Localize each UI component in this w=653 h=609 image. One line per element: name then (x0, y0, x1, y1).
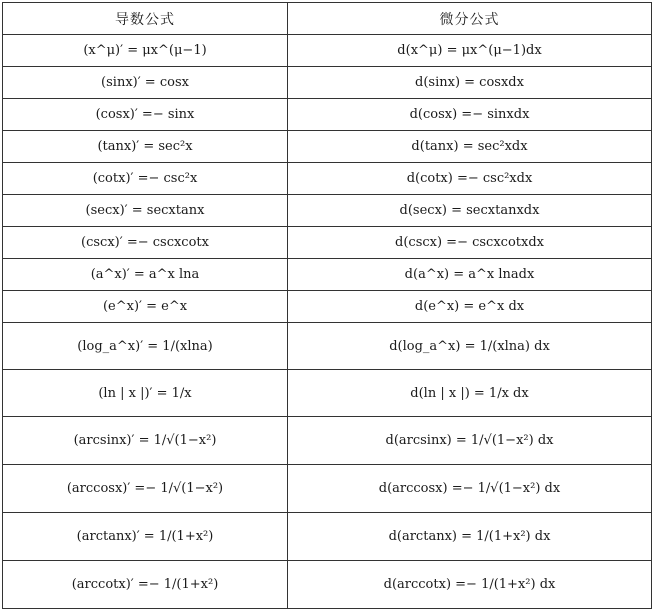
derivative-cell: (secx)′ = secxtanx (3, 195, 288, 227)
table-row (3, 513, 652, 561)
derivative-cell: (a^x)′ = a^x lna (3, 259, 288, 291)
table-row (3, 259, 652, 291)
differential-cell: d(arccotx) =− 1/(1+x²) dx (288, 561, 652, 609)
differential-cell: d(log_a^x) = 1/(xlna) dx (288, 323, 652, 370)
table-row (3, 323, 652, 370)
differential-cell: d(e^x) = e^x dx (288, 291, 652, 323)
header-row (3, 3, 652, 35)
differential-cell: d(cotx) =− csc²xdx (288, 163, 652, 195)
differential-cell: d(secx) = secxtanxdx (288, 195, 652, 227)
table-row (3, 227, 652, 259)
differential-cell: d(cosx) =− sinxdx (288, 99, 652, 131)
header-derivative: 导数公式 (3, 3, 288, 35)
derivative-cell: (arccosx)′ =− 1/√(1−x²) (3, 465, 288, 513)
table-row (3, 561, 652, 609)
table-row (3, 131, 652, 163)
table-row (3, 370, 652, 417)
derivative-cell: (tanx)′ = sec²x (3, 131, 288, 163)
table-row (3, 67, 652, 99)
differential-cell: d(arccosx) =− 1/√(1−x²) dx (288, 465, 652, 513)
derivative-cell: (log_a^x)′ = 1/(xlna) (3, 323, 288, 370)
differential-cell: d(a^x) = a^x lnadx (288, 259, 652, 291)
derivative-cell: (sinx)′ = cosx (3, 67, 288, 99)
derivative-cell: (x^μ)′ = μx^(μ−1) (3, 35, 288, 67)
derivative-cell: (arccotx)′ =− 1/(1+x²) (3, 561, 288, 609)
table-row (3, 35, 652, 67)
derivative-cell: (arcsinx)′ = 1/√(1−x²) (3, 417, 288, 465)
derivative-cell: (cotx)′ =− csc²x (3, 163, 288, 195)
differential-cell: d(arcsinx) = 1/√(1−x²) dx (288, 417, 652, 465)
derivative-cell: (ln | x |)′ = 1/x (3, 370, 288, 417)
table-row (3, 291, 652, 323)
table-row (3, 99, 652, 131)
table-row (3, 195, 652, 227)
differential-cell: d(tanx) = sec²xdx (288, 131, 652, 163)
table-row (3, 163, 652, 195)
differential-cell: d(arctanx) = 1/(1+x²) dx (288, 513, 652, 561)
derivative-cell: (cosx)′ =− sinx (3, 99, 288, 131)
differential-cell: d(x^μ) = μx^(μ−1)dx (288, 35, 652, 67)
table-row (3, 465, 652, 513)
differential-cell: d(cscx) =− cscxcotxdx (288, 227, 652, 259)
differential-cell: d(ln | x |) = 1/x dx (288, 370, 652, 417)
derivative-cell: (cscx)′ =− cscxcotx (3, 227, 288, 259)
derivative-cell: (arctanx)′ = 1/(1+x²) (3, 513, 288, 561)
formula-table (2, 2, 652, 609)
differential-cell: d(sinx) = cosxdx (288, 67, 652, 99)
header-differential: 微分公式 (288, 3, 652, 35)
table-row (3, 417, 652, 465)
derivative-cell: (e^x)′ = e^x (3, 291, 288, 323)
